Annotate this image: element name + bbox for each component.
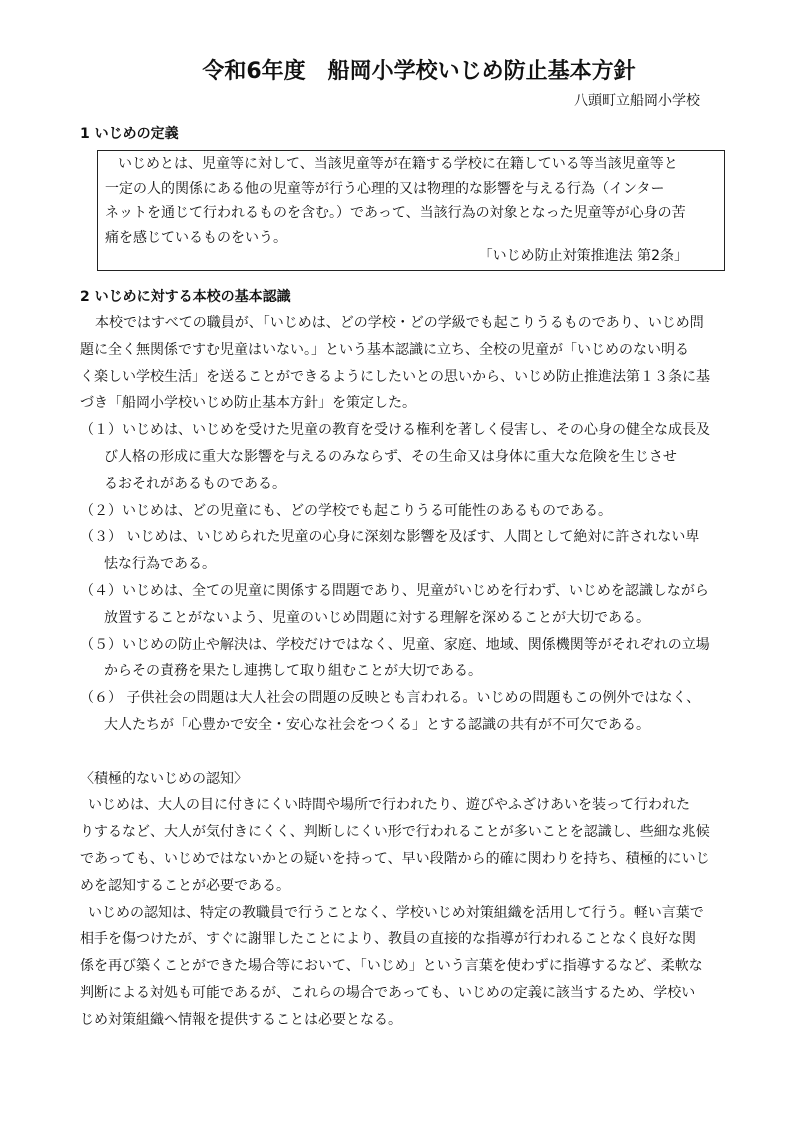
list-item-5 bbox=[80, 632, 740, 686]
intro-line: づき「船岡小学校いじめ防止基本方針」を策定した。 bbox=[80, 395, 416, 412]
item-text: るおそれがあるものである。 bbox=[104, 475, 286, 492]
item-text: 子供社会の問題は大人社会の問題の反映とも言われる。いじめの問題もこの例外ではなく、 bbox=[126, 690, 701, 707]
item-text: いじめは、どの児童にも、どの学校でも起こりうる可能性のあるものである。 bbox=[122, 502, 612, 519]
list-item-6 bbox=[80, 685, 740, 739]
item-marker: （５） bbox=[80, 636, 122, 653]
item-marker: （４） bbox=[80, 582, 122, 599]
paragraph-line: いじめは、大人の目に付きにくい時間や場所で行われたり、遊びやふざけあいを装って行われた bbox=[88, 797, 690, 814]
intro-line: 本校ではすべての職員が、「いじめは、どの学校・どの学級でも起こりうるものであり、いじめ問 bbox=[95, 315, 704, 331]
item-text: いじめは、全ての児童に関係する問題であり、児童がいじめを行わず、いじめを認識しながら bbox=[122, 582, 709, 599]
recognition-paragraph-2 bbox=[80, 900, 740, 1034]
body-text bbox=[80, 310, 740, 1034]
item-text: いじめの防止や解決は、学校だけではなく、児童、家庭、地域、関係機関等がそれぞれの立場 bbox=[122, 636, 710, 653]
definition-line: ネットを通じて行われるものを含む。）であって、当該行為の対象となった児童等が心身の苦 bbox=[105, 205, 686, 221]
recognition-heading: 〈積極的ないじめの認知〉 bbox=[80, 770, 248, 787]
paragraph-line: 相手を傷つけたが、すぐに謝罪したことにより、教員の直接的な指導が行われることなく良好な関 bbox=[80, 931, 696, 948]
paragraph-line: めを認知することが必要である。 bbox=[80, 877, 290, 894]
section2-heading: 2 いじめに対する本校の基本認識 bbox=[80, 289, 291, 305]
list-item-1 bbox=[80, 417, 740, 497]
paragraph-line: 判断による対処も可能であるが、これらの場合であっても、いじめの定義に該当するため、学校い bbox=[80, 984, 696, 1001]
paragraph-line: であっても、いじめではないかとの疑いを持って、早い段階から的確に関わりを持ち、積極的にいじ bbox=[80, 850, 710, 867]
section1-heading: 1 いじめの定義 bbox=[80, 126, 179, 142]
item-text: いじめは、いじめを受けた児童の教育を受ける権利を著しく侵害し、その心身の健全な成長及 bbox=[122, 422, 710, 439]
item-marker: （６） bbox=[80, 690, 127, 707]
item-text: 大人たちが「心豊かで安全・安心な社会をつくる」とする認識の共有が不可欠である。 bbox=[104, 716, 650, 733]
intro-line: 題に全く無関係ですむ児童はいない。」という基本認識に立ち、全校の児童が「いじめのない明る bbox=[80, 341, 689, 358]
paragraph-line: いじめの認知は、特定の教職員で行うことなく、学校いじめ対策組織を活用して行う。軽い言葉で bbox=[88, 904, 704, 921]
intro-line: く楽しい学校生活」を送ることができるようにしたいとの思いから、いじめ防止推進法第１３条に基 bbox=[80, 368, 710, 385]
spacer bbox=[80, 739, 740, 766]
list-item-2 bbox=[80, 498, 740, 525]
item-marker: （１） bbox=[80, 422, 122, 439]
list-item-4 bbox=[80, 578, 740, 632]
definition-citation: 「いじめ防止対策推進法 第2条」 bbox=[478, 248, 688, 264]
definition-line: 痛を感じているものをいう。 bbox=[105, 229, 287, 246]
item-text: 怯な行為である。 bbox=[104, 556, 216, 573]
paragraph-line: じめ対策組織へ情報を提供することは必要となる。 bbox=[80, 1011, 402, 1028]
recognition-paragraph-1 bbox=[80, 792, 740, 899]
item-text: いじめは、いじめられた児童の心身に深刻な影響を及ぼす、人間として絶対に許されない卑 bbox=[126, 529, 700, 546]
paragraph-line: 係を再び築くことができた場合等において、「いじめ」という言葉を使わずに指導するなど、柔軟な bbox=[80, 958, 703, 975]
paragraph-line: りするなど、大人が気付きにくく、判断しにくい形で行われることが多いことを認識し、些細な兆候 bbox=[80, 824, 710, 841]
definition-box bbox=[97, 150, 725, 271]
definition-line: いじめとは、児童等に対して、当該児童等が在籍する学校に在籍している等当該児童等と bbox=[118, 156, 678, 172]
document-title: 令和6年度 船岡小学校いじめ防止基本方針 bbox=[202, 59, 636, 84]
list-item-3 bbox=[80, 524, 740, 578]
school-name: 八頭町立船岡小学校 bbox=[574, 93, 700, 109]
intro-paragraph bbox=[80, 310, 740, 417]
item-text: からその責務を果たし連携して取り組むことが大切である。 bbox=[104, 663, 482, 680]
item-text: 放置することがないよう、児童のいじめ問題に対する理解を深めることが大切である。 bbox=[104, 609, 650, 626]
item-marker: （２） bbox=[80, 502, 122, 519]
definition-line: 一定の人的関係にある他の児童等が行う心理的又は物理的な影響を与える行為（インター bbox=[105, 180, 665, 197]
item-marker: （３） bbox=[80, 529, 127, 546]
item-text: び人格の形成に重大な影響を与えるのみならず、その生命又は身体に重大な危険を生じさせ bbox=[104, 448, 677, 465]
